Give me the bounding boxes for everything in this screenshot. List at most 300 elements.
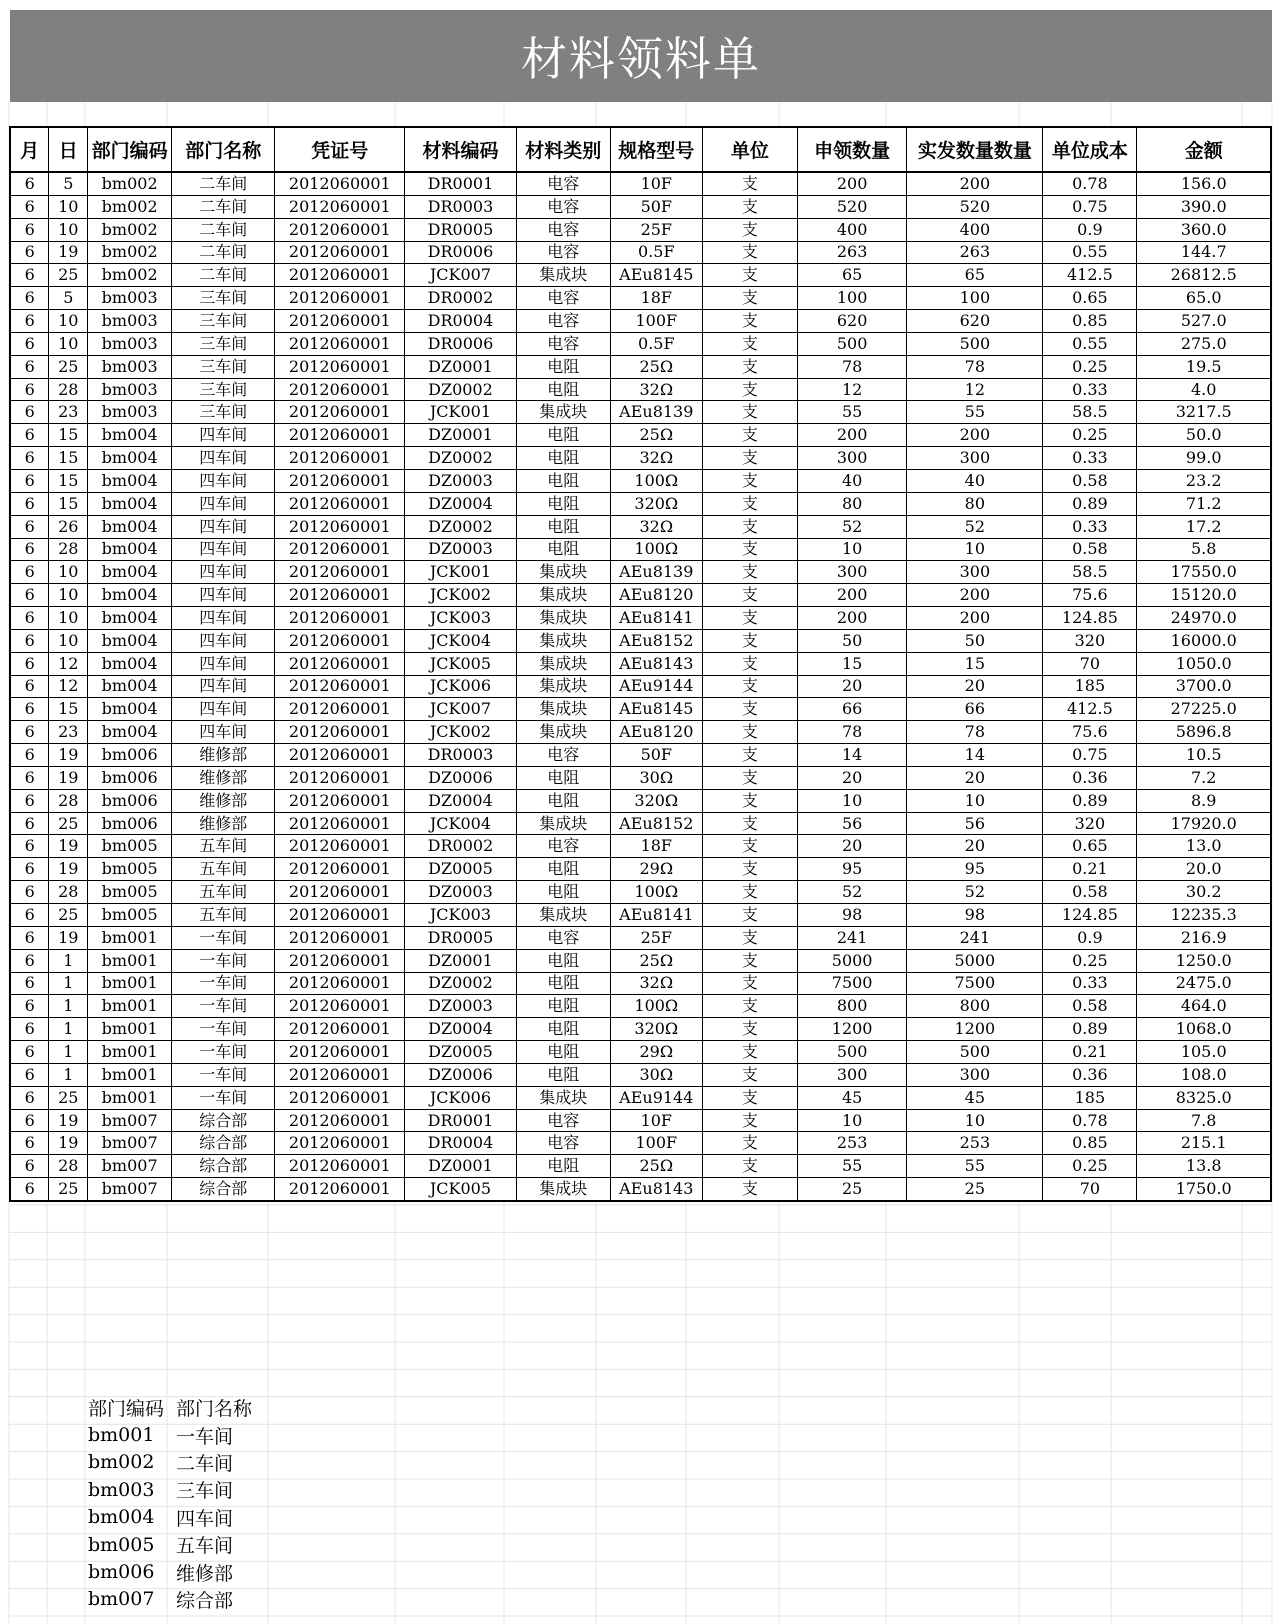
table-cell[interactable]: 78 xyxy=(907,721,1043,744)
table-cell[interactable]: AEu8143 xyxy=(610,1178,702,1201)
lookup-code[interactable]: bm007 xyxy=(88,1588,155,1611)
table-cell[interactable]: 253 xyxy=(797,1132,906,1155)
lookup-name[interactable]: 五车间 xyxy=(176,1535,234,1558)
table-cell[interactable]: 6 xyxy=(10,1018,49,1041)
table-cell[interactable]: 四车间 xyxy=(172,584,275,607)
table-cell[interactable]: 20 xyxy=(797,835,906,858)
table-cell[interactable]: 464.0 xyxy=(1137,995,1271,1018)
table-cell[interactable]: 55 xyxy=(797,1155,906,1178)
table-cell[interactable]: 支 xyxy=(702,401,797,424)
table-cell[interactable]: 2012060001 xyxy=(275,264,405,287)
table-cell[interactable]: DR0001 xyxy=(405,1109,516,1132)
lookup-header-name[interactable]: 部门名称 xyxy=(176,1398,253,1421)
table-cell[interactable]: 241 xyxy=(907,926,1043,949)
table-cell[interactable]: 0.25 xyxy=(1043,355,1137,378)
table-cell[interactable]: 三车间 xyxy=(172,332,275,355)
table-cell[interactable]: 10 xyxy=(49,332,88,355)
table-cell[interactable]: 500 xyxy=(797,1041,906,1064)
table-cell[interactable]: 12 xyxy=(907,378,1043,401)
table-cell[interactable]: 电容 xyxy=(516,172,610,195)
table-cell[interactable]: 集成块 xyxy=(516,1086,610,1109)
table-cell[interactable]: 0.58 xyxy=(1043,995,1137,1018)
table-cell[interactable]: 200 xyxy=(797,172,906,195)
table-cell[interactable]: 100F xyxy=(610,310,702,333)
table-cell[interactable]: 19 xyxy=(49,744,88,767)
table-cell[interactable]: 二车间 xyxy=(172,195,275,218)
table-cell[interactable]: AEu8145 xyxy=(610,698,702,721)
table-cell[interactable]: 10F xyxy=(610,172,702,195)
table-cell[interactable]: 电容 xyxy=(516,1109,610,1132)
table-cell[interactable]: 0.25 xyxy=(1043,1155,1137,1178)
table-cell[interactable]: 0.65 xyxy=(1043,835,1137,858)
table-cell[interactable]: AEu9144 xyxy=(610,675,702,698)
table-cell[interactable]: 29Ω xyxy=(610,858,702,881)
table-cell[interactable]: 支 xyxy=(702,698,797,721)
table-cell[interactable]: 10 xyxy=(49,195,88,218)
table-cell[interactable]: 三车间 xyxy=(172,287,275,310)
table-cell[interactable]: 6 xyxy=(10,584,49,607)
table-cell[interactable]: 0.25 xyxy=(1043,949,1137,972)
table-cell[interactable]: 24970.0 xyxy=(1137,607,1271,630)
table-cell[interactable]: 6 xyxy=(10,744,49,767)
table-cell[interactable]: 105.0 xyxy=(1137,1041,1271,1064)
table-cell[interactable]: 215.1 xyxy=(1137,1132,1271,1155)
table-cell[interactable]: 6 xyxy=(10,561,49,584)
table-cell[interactable]: DR0003 xyxy=(405,744,516,767)
table-cell[interactable]: 10F xyxy=(610,1109,702,1132)
table-cell[interactable]: DR0002 xyxy=(405,287,516,310)
table-cell[interactable]: 620 xyxy=(907,310,1043,333)
table-cell[interactable]: 15 xyxy=(49,492,88,515)
table-cell[interactable]: 2012060001 xyxy=(275,789,405,812)
header-cell[interactable]: 实发数量数量 xyxy=(907,127,1043,172)
table-cell[interactable]: 支 xyxy=(702,789,797,812)
table-cell[interactable]: 520 xyxy=(907,195,1043,218)
table-cell[interactable]: 2012060001 xyxy=(275,469,405,492)
table-cell[interactable]: DZ0001 xyxy=(405,355,516,378)
table-cell[interactable]: 0.89 xyxy=(1043,789,1137,812)
table-cell[interactable]: 电阻 xyxy=(516,515,610,538)
table-cell[interactable]: 25Ω xyxy=(610,424,702,447)
table-cell[interactable]: 17.2 xyxy=(1137,515,1271,538)
table-cell[interactable]: 6 xyxy=(10,1155,49,1178)
table-cell[interactable]: 98 xyxy=(797,904,906,927)
table-cell[interactable]: 综合部 xyxy=(172,1132,275,1155)
table-cell[interactable]: 2012060001 xyxy=(275,287,405,310)
table-cell[interactable]: 支 xyxy=(702,995,797,1018)
table-cell[interactable]: 2475.0 xyxy=(1137,972,1271,995)
table-cell[interactable]: AEu9144 xyxy=(610,1086,702,1109)
table-cell[interactable]: 300 xyxy=(907,1063,1043,1086)
table-cell[interactable]: 30Ω xyxy=(610,766,702,789)
table-cell[interactable]: 500 xyxy=(907,1041,1043,1064)
table-cell[interactable]: 15 xyxy=(907,652,1043,675)
table-cell[interactable]: 0.58 xyxy=(1043,881,1137,904)
table-cell[interactable]: DR0006 xyxy=(405,332,516,355)
table-cell[interactable]: 0.78 xyxy=(1043,1109,1137,1132)
table-cell[interactable]: 200 xyxy=(797,607,906,630)
table-cell[interactable]: 13.8 xyxy=(1137,1155,1271,1178)
table-cell[interactable]: 支 xyxy=(702,972,797,995)
table-cell[interactable]: 五车间 xyxy=(172,835,275,858)
table-cell[interactable]: 7500 xyxy=(907,972,1043,995)
table-cell[interactable]: 0.9 xyxy=(1043,218,1137,241)
table-cell[interactable]: 320Ω xyxy=(610,789,702,812)
table-cell[interactable]: 支 xyxy=(702,287,797,310)
table-cell[interactable]: 支 xyxy=(702,584,797,607)
table-cell[interactable]: DZ0006 xyxy=(405,766,516,789)
table-cell[interactable]: 30.2 xyxy=(1137,881,1271,904)
table-cell[interactable]: DZ0002 xyxy=(405,972,516,995)
table-cell[interactable]: 20 xyxy=(797,766,906,789)
table-cell[interactable]: bm004 xyxy=(88,629,172,652)
header-cell[interactable]: 单位 xyxy=(702,127,797,172)
table-cell[interactable]: 支 xyxy=(702,447,797,470)
table-cell[interactable]: 6 xyxy=(10,812,49,835)
table-cell[interactable]: 6 xyxy=(10,926,49,949)
table-cell[interactable]: 28 xyxy=(49,378,88,401)
table-cell[interactable]: 三车间 xyxy=(172,355,275,378)
table-cell[interactable]: 电阻 xyxy=(516,1063,610,1086)
table-cell[interactable]: 电阻 xyxy=(516,995,610,1018)
table-cell[interactable]: 支 xyxy=(702,561,797,584)
table-cell[interactable]: 四车间 xyxy=(172,424,275,447)
table-cell[interactable]: 10 xyxy=(907,789,1043,812)
table-cell[interactable]: 四车间 xyxy=(172,469,275,492)
table-cell[interactable]: 19 xyxy=(49,241,88,264)
table-cell[interactable]: 2012060001 xyxy=(275,766,405,789)
table-cell[interactable]: 25 xyxy=(907,1178,1043,1201)
table-cell[interactable]: bm007 xyxy=(88,1132,172,1155)
table-cell[interactable]: 10 xyxy=(49,218,88,241)
table-cell[interactable]: 2012060001 xyxy=(275,972,405,995)
table-cell[interactable]: 0.58 xyxy=(1043,538,1137,561)
table-cell[interactable]: 7500 xyxy=(797,972,906,995)
table-cell[interactable]: 10 xyxy=(49,310,88,333)
table-cell[interactable]: 20.0 xyxy=(1137,858,1271,881)
table-cell[interactable]: 6 xyxy=(10,721,49,744)
table-cell[interactable]: 28 xyxy=(49,1155,88,1178)
table-cell[interactable]: 一车间 xyxy=(172,972,275,995)
table-cell[interactable]: 263 xyxy=(797,241,906,264)
table-cell[interactable]: 55 xyxy=(907,1155,1043,1178)
table-cell[interactable]: 10 xyxy=(907,538,1043,561)
table-cell[interactable]: 25F xyxy=(610,218,702,241)
table-cell[interactable]: 50.0 xyxy=(1137,424,1271,447)
table-cell[interactable]: 支 xyxy=(702,538,797,561)
table-cell[interactable]: 支 xyxy=(702,515,797,538)
table-cell[interactable]: 五车间 xyxy=(172,904,275,927)
table-cell[interactable]: 40 xyxy=(907,469,1043,492)
table-cell[interactable]: 支 xyxy=(702,629,797,652)
table-cell[interactable]: 32Ω xyxy=(610,378,702,401)
table-cell[interactable]: 2012060001 xyxy=(275,424,405,447)
table-cell[interactable]: 65 xyxy=(907,264,1043,287)
table-cell[interactable]: JCK005 xyxy=(405,652,516,675)
header-cell[interactable]: 月 xyxy=(10,127,49,172)
table-cell[interactable]: bm003 xyxy=(88,332,172,355)
table-cell[interactable]: 0.85 xyxy=(1043,1132,1137,1155)
table-cell[interactable]: bm006 xyxy=(88,766,172,789)
table-cell[interactable]: 12235.3 xyxy=(1137,904,1271,927)
table-cell[interactable]: 四车间 xyxy=(172,721,275,744)
table-cell[interactable]: 95 xyxy=(797,858,906,881)
table-cell[interactable]: 108.0 xyxy=(1137,1063,1271,1086)
table-cell[interactable]: 100Ω xyxy=(610,995,702,1018)
table-cell[interactable]: 412.5 xyxy=(1043,264,1137,287)
table-cell[interactable]: 25Ω xyxy=(610,355,702,378)
table-cell[interactable]: bm001 xyxy=(88,949,172,972)
table-cell[interactable]: 五车间 xyxy=(172,858,275,881)
table-cell[interactable]: 2012060001 xyxy=(275,629,405,652)
table-cell[interactable]: 200 xyxy=(907,584,1043,607)
table-cell[interactable]: bm003 xyxy=(88,287,172,310)
table-cell[interactable]: 二车间 xyxy=(172,241,275,264)
table-cell[interactable]: 支 xyxy=(702,1132,797,1155)
table-cell[interactable]: bm004 xyxy=(88,584,172,607)
table-cell[interactable]: DZ0003 xyxy=(405,469,516,492)
table-cell[interactable]: JCK003 xyxy=(405,607,516,630)
table-cell[interactable]: AEu8141 xyxy=(610,904,702,927)
table-cell[interactable]: 电容 xyxy=(516,195,610,218)
table-cell[interactable]: 52 xyxy=(907,515,1043,538)
table-cell[interactable]: 66 xyxy=(907,698,1043,721)
table-cell[interactable]: 0.75 xyxy=(1043,744,1137,767)
table-cell[interactable]: 10 xyxy=(49,584,88,607)
table-cell[interactable]: 二车间 xyxy=(172,264,275,287)
table-cell[interactable]: 19 xyxy=(49,835,88,858)
table-cell[interactable]: 5896.8 xyxy=(1137,721,1271,744)
table-cell[interactable]: DZ0006 xyxy=(405,1063,516,1086)
table-cell[interactable]: 支 xyxy=(702,310,797,333)
table-cell[interactable]: 支 xyxy=(702,172,797,195)
table-cell[interactable]: 55 xyxy=(797,401,906,424)
table-cell[interactable]: 19 xyxy=(49,858,88,881)
table-cell[interactable]: 520 xyxy=(797,195,906,218)
table-cell[interactable]: 一车间 xyxy=(172,949,275,972)
table-cell[interactable]: 四车间 xyxy=(172,492,275,515)
table-cell[interactable]: bm005 xyxy=(88,881,172,904)
table-cell[interactable]: DZ0002 xyxy=(405,378,516,401)
table-cell[interactable]: 1068.0 xyxy=(1137,1018,1271,1041)
table-cell[interactable]: 20 xyxy=(907,766,1043,789)
table-cell[interactable]: 26812.5 xyxy=(1137,264,1271,287)
table-cell[interactable]: AEu8152 xyxy=(610,629,702,652)
table-cell[interactable]: 25 xyxy=(49,812,88,835)
table-cell[interactable]: 0.21 xyxy=(1043,1041,1137,1064)
table-cell[interactable]: 支 xyxy=(702,652,797,675)
table-cell[interactable]: 800 xyxy=(797,995,906,1018)
table-cell[interactable]: 200 xyxy=(907,172,1043,195)
table-cell[interactable]: 19 xyxy=(49,1109,88,1132)
table-cell[interactable]: 0.36 xyxy=(1043,766,1137,789)
table-cell[interactable]: bm001 xyxy=(88,995,172,1018)
table-cell[interactable]: bm004 xyxy=(88,698,172,721)
table-cell[interactable]: JCK006 xyxy=(405,675,516,698)
header-cell[interactable]: 材料类别 xyxy=(516,127,610,172)
table-cell[interactable]: 0.78 xyxy=(1043,172,1137,195)
table-cell[interactable]: 4.0 xyxy=(1137,378,1271,401)
table-cell[interactable]: 2012060001 xyxy=(275,538,405,561)
table-cell[interactable]: 6 xyxy=(10,332,49,355)
table-cell[interactable]: 124.85 xyxy=(1043,607,1137,630)
table-cell[interactable]: 2012060001 xyxy=(275,378,405,401)
table-cell[interactable]: 10 xyxy=(49,607,88,630)
lookup-code[interactable]: bm003 xyxy=(88,1478,155,1501)
table-cell[interactable]: AEu8120 xyxy=(610,584,702,607)
table-cell[interactable]: 320 xyxy=(1043,812,1137,835)
table-cell[interactable]: 集成块 xyxy=(516,675,610,698)
table-cell[interactable]: 6 xyxy=(10,995,49,1018)
table-cell[interactable]: 1250.0 xyxy=(1137,949,1271,972)
table-cell[interactable]: 支 xyxy=(702,1041,797,1064)
table-cell[interactable]: 电阻 xyxy=(516,789,610,812)
table-cell[interactable]: 70 xyxy=(1043,652,1137,675)
table-cell[interactable]: 5 xyxy=(49,172,88,195)
table-cell[interactable]: 6 xyxy=(10,629,49,652)
table-cell[interactable]: 5.8 xyxy=(1137,538,1271,561)
table-cell[interactable]: DZ0002 xyxy=(405,447,516,470)
table-cell[interactable]: 6 xyxy=(10,241,49,264)
table-cell[interactable]: bm004 xyxy=(88,721,172,744)
table-cell[interactable]: 五车间 xyxy=(172,881,275,904)
table-cell[interactable]: 支 xyxy=(702,332,797,355)
table-cell[interactable]: 5000 xyxy=(907,949,1043,972)
table-cell[interactable]: 10.5 xyxy=(1137,744,1271,767)
table-cell[interactable]: AEu8152 xyxy=(610,812,702,835)
table-cell[interactable]: 2012060001 xyxy=(275,332,405,355)
table-cell[interactable]: 13.0 xyxy=(1137,835,1271,858)
lookup-name[interactable]: 三车间 xyxy=(176,1480,234,1503)
table-cell[interactable]: 二车间 xyxy=(172,172,275,195)
table-cell[interactable]: 500 xyxy=(797,332,906,355)
table-cell[interactable]: 200 xyxy=(907,424,1043,447)
table-cell[interactable]: 综合部 xyxy=(172,1155,275,1178)
table-cell[interactable]: bm001 xyxy=(88,1018,172,1041)
table-cell[interactable]: 支 xyxy=(702,949,797,972)
table-cell[interactable]: 216.9 xyxy=(1137,926,1271,949)
table-cell[interactable]: 电阻 xyxy=(516,1041,610,1064)
table-cell[interactable]: 电阻 xyxy=(516,766,610,789)
table-cell[interactable]: 2012060001 xyxy=(275,241,405,264)
table-cell[interactable]: bm001 xyxy=(88,1041,172,1064)
table-cell[interactable]: bm004 xyxy=(88,607,172,630)
table-cell[interactable]: 12 xyxy=(49,652,88,675)
table-cell[interactable]: 2012060001 xyxy=(275,835,405,858)
table-cell[interactable]: 2012060001 xyxy=(275,584,405,607)
header-cell[interactable]: 部门名称 xyxy=(172,127,275,172)
table-cell[interactable]: 412.5 xyxy=(1043,698,1137,721)
table-cell[interactable]: 电阻 xyxy=(516,881,610,904)
table-cell[interactable]: 100F xyxy=(610,1132,702,1155)
table-cell[interactable]: 二车间 xyxy=(172,218,275,241)
table-cell[interactable]: bm007 xyxy=(88,1109,172,1132)
table-cell[interactable]: bm001 xyxy=(88,1086,172,1109)
table-cell[interactable]: 支 xyxy=(702,469,797,492)
table-cell[interactable]: 56 xyxy=(797,812,906,835)
table-cell[interactable]: 28 xyxy=(49,538,88,561)
table-cell[interactable]: 16000.0 xyxy=(1137,629,1271,652)
table-cell[interactable]: 52 xyxy=(797,515,906,538)
table-cell[interactable]: 支 xyxy=(702,926,797,949)
table-cell[interactable]: JCK003 xyxy=(405,904,516,927)
table-cell[interactable]: 支 xyxy=(702,675,797,698)
table-cell[interactable]: bm004 xyxy=(88,515,172,538)
table-cell[interactable]: 200 xyxy=(797,584,906,607)
table-cell[interactable]: 0.21 xyxy=(1043,858,1137,881)
header-cell[interactable]: 金额 xyxy=(1137,127,1271,172)
table-cell[interactable]: 2012060001 xyxy=(275,355,405,378)
table-cell[interactable]: 2012060001 xyxy=(275,812,405,835)
table-cell[interactable]: 一车间 xyxy=(172,995,275,1018)
table-cell[interactable]: 6 xyxy=(10,1041,49,1064)
table-cell[interactable]: 2012060001 xyxy=(275,310,405,333)
table-cell[interactable]: bm001 xyxy=(88,972,172,995)
table-cell[interactable]: 0.33 xyxy=(1043,447,1137,470)
table-cell[interactable]: DZ0003 xyxy=(405,538,516,561)
table-cell[interactable]: DZ0001 xyxy=(405,1155,516,1178)
table-cell[interactable]: 2012060001 xyxy=(275,1018,405,1041)
table-cell[interactable]: 25 xyxy=(49,1086,88,1109)
table-cell[interactable]: 71.2 xyxy=(1137,492,1271,515)
table-cell[interactable]: 支 xyxy=(702,195,797,218)
lookup-header-code[interactable]: 部门编码 xyxy=(88,1398,165,1421)
table-cell[interactable]: 集成块 xyxy=(516,584,610,607)
table-cell[interactable]: 20 xyxy=(797,675,906,698)
table-cell[interactable]: 98 xyxy=(907,904,1043,927)
table-cell[interactable]: 6 xyxy=(10,949,49,972)
table-cell[interactable]: 10 xyxy=(49,561,88,584)
table-cell[interactable]: 17550.0 xyxy=(1137,561,1271,584)
table-cell[interactable]: 四车间 xyxy=(172,447,275,470)
table-cell[interactable]: 6 xyxy=(10,515,49,538)
table-cell[interactable]: 6 xyxy=(10,492,49,515)
lookup-name[interactable]: 二车间 xyxy=(176,1452,234,1475)
table-cell[interactable]: 100 xyxy=(907,287,1043,310)
table-cell[interactable]: DZ0004 xyxy=(405,1018,516,1041)
table-cell[interactable]: 2012060001 xyxy=(275,995,405,1018)
table-cell[interactable]: 电阻 xyxy=(516,424,610,447)
table-cell[interactable]: 1 xyxy=(49,1018,88,1041)
table-cell[interactable]: 2012060001 xyxy=(275,1178,405,1201)
table-cell[interactable]: 2012060001 xyxy=(275,721,405,744)
table-cell[interactable]: 2012060001 xyxy=(275,607,405,630)
table-cell[interactable]: DR0003 xyxy=(405,195,516,218)
table-cell[interactable]: 2012060001 xyxy=(275,401,405,424)
table-cell[interactable]: 支 xyxy=(702,1109,797,1132)
table-cell[interactable]: 支 xyxy=(702,607,797,630)
table-cell[interactable]: 1 xyxy=(49,1063,88,1086)
table-cell[interactable]: 27225.0 xyxy=(1137,698,1271,721)
header-cell[interactable]: 日 xyxy=(49,127,88,172)
table-cell[interactable]: JCK001 xyxy=(405,561,516,584)
table-cell[interactable]: 0.5F xyxy=(610,332,702,355)
table-cell[interactable]: 25 xyxy=(797,1178,906,1201)
table-cell[interactable]: 25 xyxy=(49,264,88,287)
table-cell[interactable]: bm004 xyxy=(88,538,172,561)
table-cell[interactable]: 0.65 xyxy=(1043,287,1137,310)
table-cell[interactable]: 100Ω xyxy=(610,469,702,492)
table-cell[interactable]: JCK006 xyxy=(405,1086,516,1109)
table-cell[interactable]: DZ0005 xyxy=(405,1041,516,1064)
table-cell[interactable]: 2012060001 xyxy=(275,218,405,241)
table-cell[interactable]: 电容 xyxy=(516,744,610,767)
lookup-code[interactable]: bm002 xyxy=(88,1451,155,1474)
lookup-name[interactable]: 一车间 xyxy=(176,1425,234,1448)
table-cell[interactable]: 2012060001 xyxy=(275,698,405,721)
table-cell[interactable]: 四车间 xyxy=(172,561,275,584)
table-cell[interactable]: 55 xyxy=(907,401,1043,424)
